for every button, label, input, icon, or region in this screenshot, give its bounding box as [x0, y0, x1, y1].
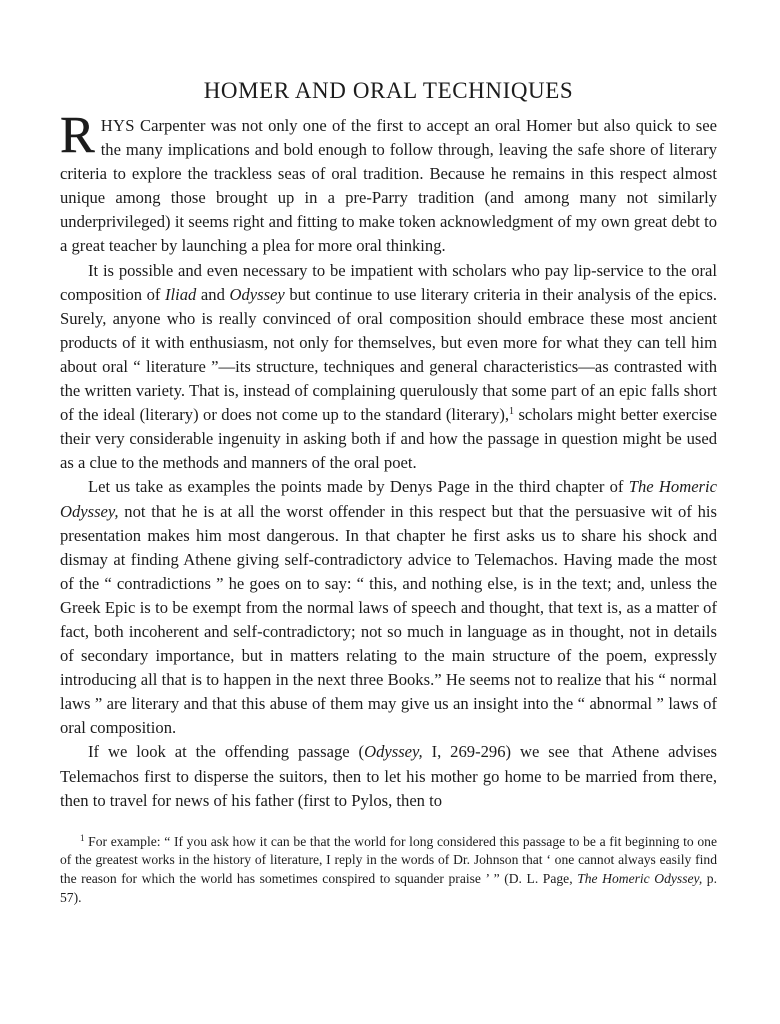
title-odyssey: Odyssey — [229, 284, 285, 304]
drop-cap: R — [60, 107, 95, 164]
title-iliad: Iliad — [165, 284, 197, 304]
paragraph-4-text-a: If we look at the offending passage ( — [88, 742, 365, 762]
paragraph-3-text-a: Let us take as examples the points made by Denys Page in the third chapter of — [88, 477, 629, 497]
paragraph-3-text-b: not that he is at all the worst offender in this respect but that the persuasive wit of his presentation makes him most dangerous. In that chapter he first asks us to share his shock and dismay at finding Athene giving self-contradictory advice to Telemachos. Having made the most of the “ contradictions ” he goes on to say: “ this, and nothing else, is in the text; and, unless the Greek Epic is to be exempt from the normal laws of speech and thought, that text is, as a matter of fact, both incoherent and self-contradictory; not so much in language as in thought, not in details of secondary importance, but in matters relating to the main structure of the poem, expressly introducing all that is to happen in the next three Books.” He seems not to realize that his “ normal laws ” are literary and that this abuse of them may give us an insight into the “ abnormal ” laws of oral composition. — [60, 501, 717, 738]
paragraph-1 — [60, 107, 717, 259]
chapter-title: HOMER AND ORAL TECHNIQUES — [203, 78, 574, 103]
document-page — [60, 76, 717, 908]
body-text — [60, 107, 717, 813]
paragraph-2 — [60, 259, 717, 476]
book-title: The Homeric Odyssey, — [60, 477, 717, 521]
footnote-reference: 1 — [509, 406, 515, 418]
footnote-number: 1 — [80, 832, 85, 843]
paragraph-2-text-b: and — [196, 284, 230, 304]
paragraph-3 — [60, 475, 717, 740]
footnote-book-title: The Homeric Odyssey, — [577, 871, 703, 887]
footnote-text-b: p. 57). — [60, 871, 717, 905]
footnote — [60, 833, 717, 908]
paragraph-4-text-b: I, 269-296) we see that Athene advises Telemachos first to disperse the suitors, then to let his mother go home to be married from there, then to travel for news of his father (first to Pylos, then to — [60, 742, 717, 810]
paragraph-4 — [60, 740, 717, 812]
footnote-text-a: For example: “ If you ask how it can be that the world for long considered this passage to be a fit beginning to one of the greatest works in the history of literature, I reply in the words of Dr. Johnson that ‘ one cannot always easily find the reason for which the world has sometimes conspired to squander praise ’ ” (D. L. Page, — [60, 833, 717, 887]
odyssey-reference: Odyssey, — [364, 742, 423, 762]
paragraph-2-text-a: It is possible and even necessary to be impatient with scholars who pay lip-service to the oral composition of — [60, 260, 717, 304]
small-caps-word: HYS — [100, 116, 135, 135]
paragraph-2-text-d: scholars might better exercise their very considerable ingenuity in asking both if and how the passage in question might be used as a clue to the methods and manners of the oral poet. — [60, 405, 717, 473]
paragraph-1-text: Carpenter was not only one of the first to accept an oral Homer but also quick to see the many implications and bold enough to follow through, leaving the safe shore of literary criteria to explore the trackless seas of oral tradition. Because he remains in this respect almost unique among those brought up in a pre-Parry tradition (and among many not similarly underprivileged) it seems right and fitting to make token acknowledgment of my own great debt to a great teacher by launching a plea for more oral thinking. — [60, 116, 717, 256]
paragraph-2-text-c: but continue to use literary criteria in their analysis of the epics. Surely, anyone who is really convinced of oral composition should embrace these most ancient products of it with enthusiasm, not only for themselves, but even more for what they can tell him about oral “ literature ”—its structure, techniques and general characteristics—as contrasted with the written variety. That is, instead of complaining querulously that some part of an epic falls short of the ideal (literary) or does not come up to the standard (literary), — [60, 284, 717, 425]
